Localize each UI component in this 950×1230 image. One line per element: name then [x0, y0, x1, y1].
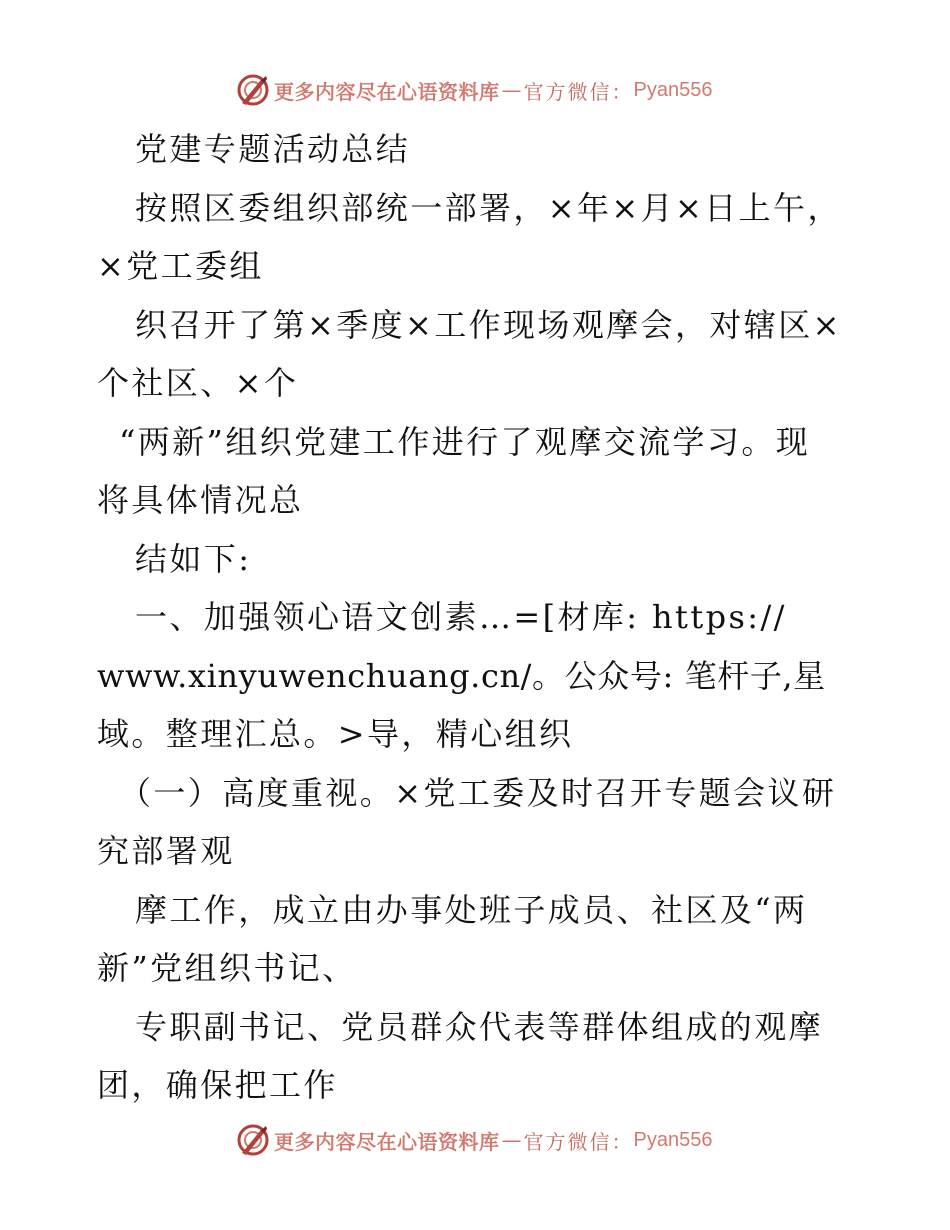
watermark-main-text: 更多内容尽在心语资料库 [274, 79, 500, 104]
watermark-dash: — [501, 78, 522, 102]
watermark-official-label: 官方微信： [523, 79, 634, 104]
paragraph-line: 团，确保把工作 [97, 1066, 338, 1104]
watermark-main-text: 更多内容尽在心语资料库 [274, 1129, 500, 1154]
pen-logo-icon [236, 73, 270, 107]
paragraph-line: ×党工委组 [97, 247, 264, 285]
watermark-header [236, 73, 712, 107]
paragraph-line: 结如下: [135, 539, 252, 578]
document-title: 党建专题活动总结 [135, 130, 411, 168]
paragraph-line: 将具体情况总 [97, 481, 304, 519]
paragraph-line: “两新”组织党建工作进行了观摩交流学习。现 [119, 422, 811, 461]
paragraph-line: 新”党组织书记、 [97, 949, 357, 987]
watermark-dash: — [501, 1128, 522, 1152]
paragraph-line: 专职副书记、党员群众代表等群体组成的观摩 [135, 1007, 824, 1046]
paragraph-line: 究部署观 [97, 832, 235, 870]
document-body [97, 120, 857, 1115]
pen-logo-icon [236, 1123, 270, 1157]
watermark-wechat-id: Pyan556 [633, 1128, 713, 1151]
paragraph-line: 摩工作，成立由办事处班子成员、社区及“两 [135, 890, 808, 929]
paragraph-line: 织召开了第×季度×工作现场观摩会，对辖区× [135, 305, 842, 344]
watermark-official-label: 官方微信： [523, 1129, 634, 1154]
paragraph-line: 个社区、×个 [97, 364, 299, 402]
section-heading-line: 一、加强领心语文创素…=[材库: https:// [135, 598, 787, 636]
paragraph-line: 域。整理汇总。>导，精心组织 [97, 715, 574, 753]
watermark-footer [236, 1123, 712, 1157]
paragraph-line: www.xinyuwenchuang.cn/。公众号: 笔杆子,星 [97, 656, 826, 695]
subsection-heading-line: （一）高度重视。×党工委及时召开专题会议研 [119, 773, 837, 812]
watermark-wechat-id: Pyan556 [633, 78, 713, 101]
paragraph-line: 按照区委组织部统一部署，×年×月×日上午， [135, 188, 842, 227]
